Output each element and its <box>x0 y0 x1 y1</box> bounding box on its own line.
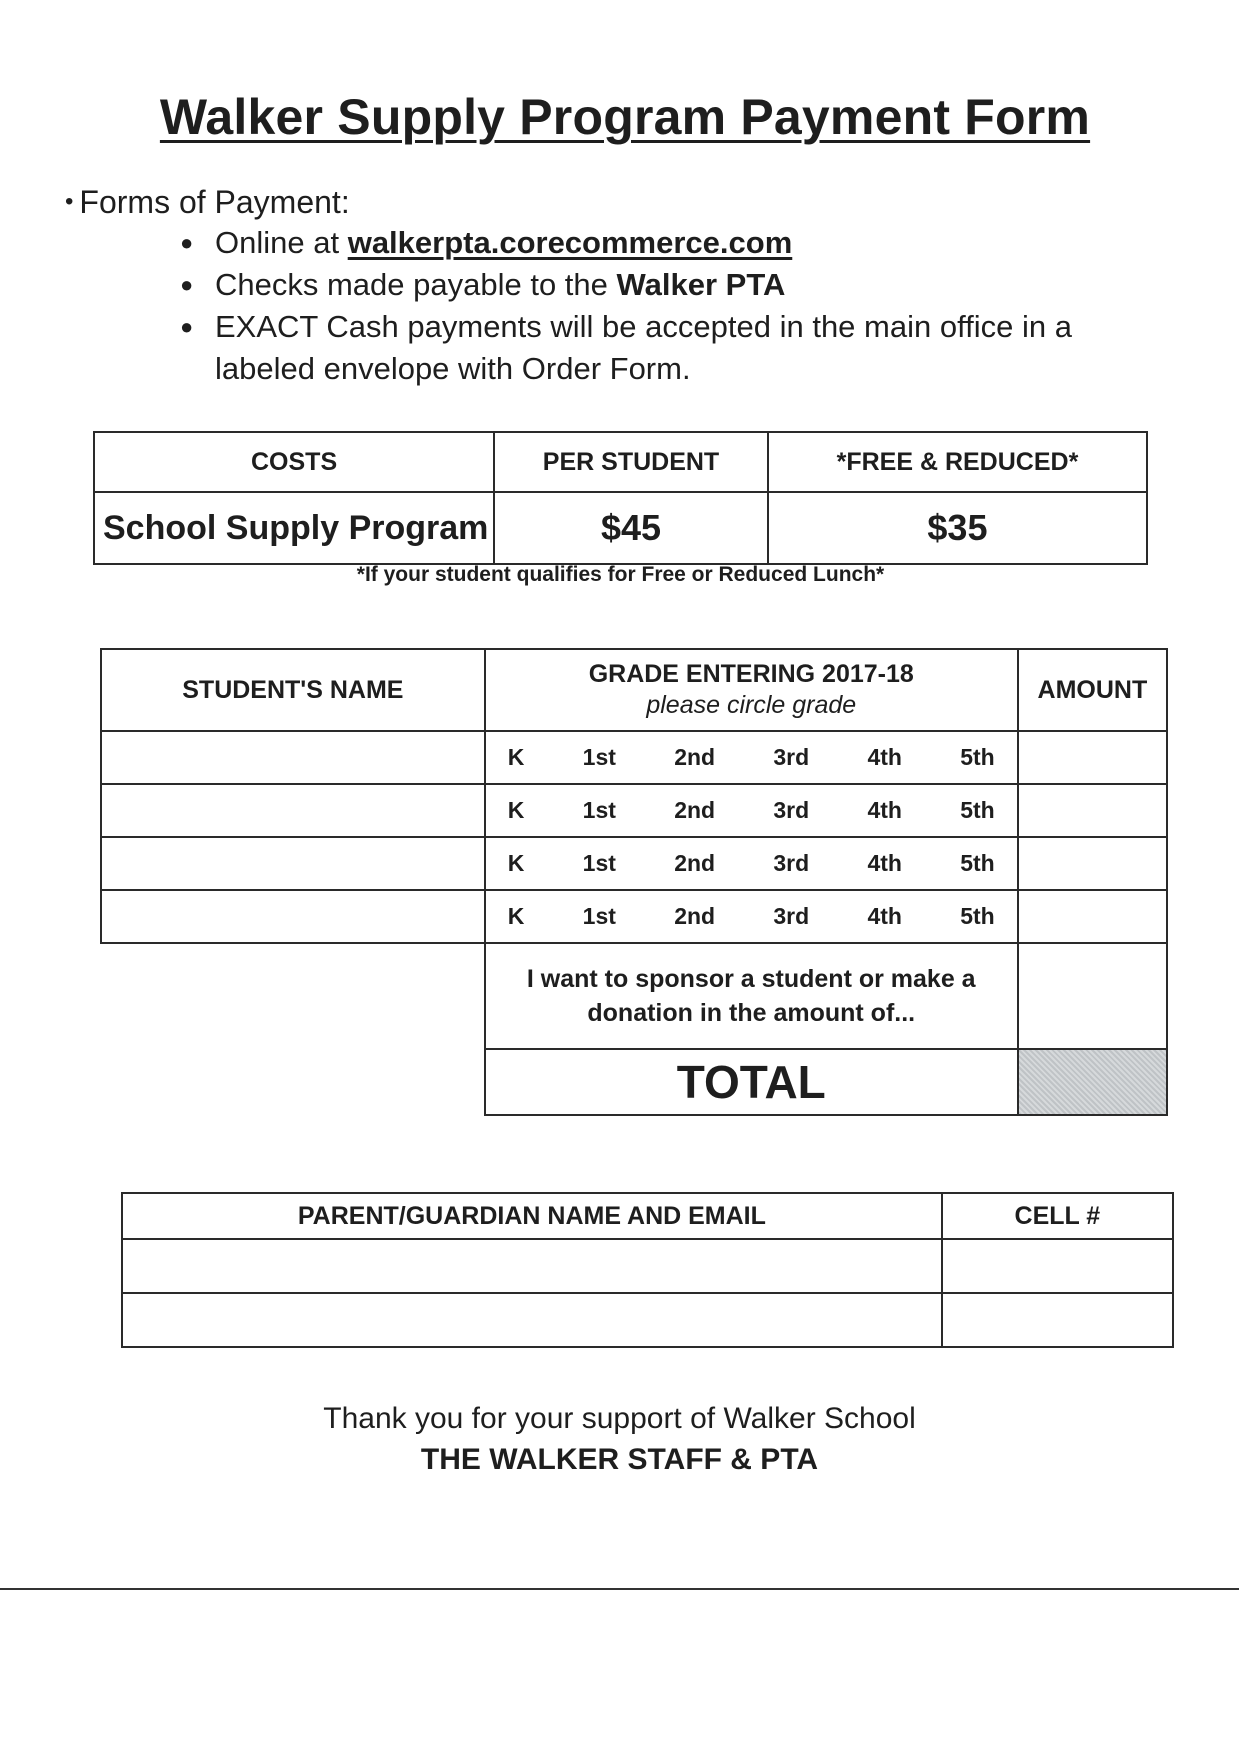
grade-option[interactable]: K <box>507 744 525 770</box>
payment-methods-list <box>180 222 1180 390</box>
empty-cell <box>101 943 485 1049</box>
total-amount-field[interactable] <box>1018 1049 1167 1115</box>
list-item-check <box>180 264 1180 306</box>
student-name-field[interactable] <box>101 784 485 837</box>
payment-methods-heading <box>65 184 350 221</box>
student-name-header: STUDENT'S NAME <box>101 649 485 731</box>
cell-number-field[interactable] <box>942 1239 1173 1293</box>
donation-amount-field[interactable] <box>1018 943 1167 1049</box>
cell-header: CELL # <box>942 1193 1173 1239</box>
per-student-price: $45 <box>494 492 768 564</box>
total-label: TOTAL <box>485 1049 1018 1115</box>
parent-name-email-field[interactable] <box>122 1293 942 1347</box>
list-item-online <box>180 222 1180 264</box>
grade-option[interactable]: 4th <box>867 850 902 876</box>
free-reduced-price: $35 <box>768 492 1147 564</box>
grade-options <box>485 890 1018 943</box>
list-item-cash <box>180 306 1180 390</box>
bullet-icon: ● <box>180 314 194 339</box>
grade-options <box>485 837 1018 890</box>
total-row <box>101 1049 1167 1115</box>
grade-option[interactable]: 3rd <box>773 797 810 823</box>
amount-field[interactable] <box>1018 784 1167 837</box>
cell-number-field[interactable] <box>942 1293 1173 1347</box>
sponsor-text: I want to sponsor a student or make a donation in the amount of... <box>485 943 1018 1049</box>
grade-option[interactable]: 2nd <box>674 797 716 823</box>
free-reduced-header: *FREE & REDUCED* <box>768 432 1147 492</box>
table-row <box>122 1293 1173 1347</box>
sponsor-row <box>101 943 1167 1049</box>
amount-field[interactable] <box>1018 731 1167 784</box>
check-prefix: Checks made payable to the <box>215 267 617 302</box>
grade-options <box>485 784 1018 837</box>
parent-table <box>121 1192 1174 1348</box>
costs-table <box>93 431 1148 565</box>
grade-option[interactable]: 1st <box>582 744 616 770</box>
grade-option[interactable]: 4th <box>867 744 902 770</box>
divider <box>0 1588 1239 1590</box>
online-payment-link[interactable]: walkerpta.corecommerce.com <box>347 225 793 260</box>
student-table <box>100 648 1168 1116</box>
grade-option[interactable]: 3rd <box>773 850 810 876</box>
grade-option[interactable]: 2nd <box>674 744 716 770</box>
grade-option[interactable]: 5th <box>960 744 995 770</box>
student-name-field[interactable] <box>101 731 485 784</box>
online-prefix: Online at <box>215 225 348 260</box>
signoff-text: THE WALKER STAFF & PTA <box>420 1443 819 1476</box>
grade-option[interactable]: 3rd <box>773 744 810 770</box>
amount-header: AMOUNT <box>1018 649 1167 731</box>
program-name: School Supply Program <box>94 492 494 564</box>
grade-option[interactable]: 2nd <box>674 850 716 876</box>
grade-option[interactable]: 5th <box>960 797 995 823</box>
grade-option[interactable]: 1st <box>582 850 616 876</box>
bullet-icon: • <box>65 188 74 215</box>
cash-text: EXACT Cash payments will be accepted in the main office in a labeled envelope with Order Form. <box>215 309 1072 386</box>
table-row <box>101 731 1167 784</box>
table-row <box>122 1239 1173 1293</box>
grade-option[interactable]: 4th <box>867 797 902 823</box>
costs-footnote: *If your student qualifies for Free or Reduced Lunch* <box>356 563 885 586</box>
grade-option[interactable]: K <box>507 903 525 929</box>
parent-name-header: PARENT/GUARDIAN NAME AND EMAIL <box>122 1193 942 1239</box>
grade-option[interactable]: 1st <box>582 797 616 823</box>
grade-option[interactable]: 5th <box>960 850 995 876</box>
table-row <box>101 890 1167 943</box>
grade-header-text: GRADE ENTERING 2017-18 <box>588 660 914 688</box>
page-title: Walker Supply Program Payment Form <box>159 89 1091 145</box>
grade-header <box>485 649 1018 731</box>
empty-cell <box>101 1049 485 1115</box>
grade-option[interactable]: 5th <box>960 903 995 929</box>
grade-option[interactable]: 4th <box>867 903 902 929</box>
student-name-field[interactable] <box>101 837 485 890</box>
student-name-field[interactable] <box>101 890 485 943</box>
amount-field[interactable] <box>1018 837 1167 890</box>
grade-option[interactable]: 3rd <box>773 903 810 929</box>
grade-option[interactable]: K <box>507 797 525 823</box>
costs-header: COSTS <box>94 432 494 492</box>
grade-subheader: please circle grade <box>646 691 857 719</box>
table-row <box>101 784 1167 837</box>
amount-field[interactable] <box>1018 890 1167 943</box>
grade-option[interactable]: 1st <box>582 903 616 929</box>
grade-option[interactable]: 2nd <box>674 903 716 929</box>
bullet-icon: ● <box>180 230 194 255</box>
per-student-header: PER STUDENT <box>494 432 768 492</box>
grade-option[interactable]: K <box>507 850 525 876</box>
table-row <box>101 837 1167 890</box>
payment-heading-text: Forms of Payment: <box>79 184 350 220</box>
parent-name-email-field[interactable] <box>122 1239 942 1293</box>
bullet-icon: ● <box>180 272 194 297</box>
check-payee: Walker PTA <box>616 267 786 302</box>
grade-options <box>485 731 1018 784</box>
thank-you-text: Thank you for your support of Walker School <box>323 1402 916 1435</box>
